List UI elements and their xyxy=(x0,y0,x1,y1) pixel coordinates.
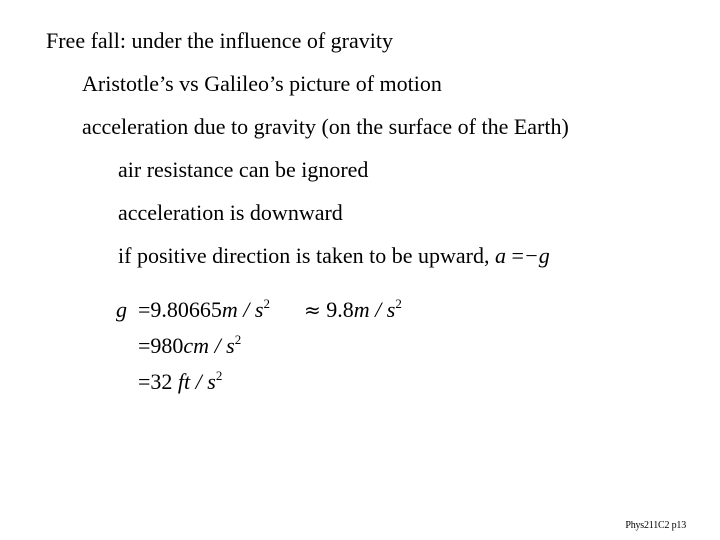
eq-unit-3: ft / s xyxy=(177,369,216,394)
accel-equals: = xyxy=(511,243,524,268)
equation-row-1 xyxy=(116,292,402,328)
eq-approx-unit: m / s xyxy=(353,297,396,322)
subbullet-air-resistance: air resistance can be ignored xyxy=(118,157,369,182)
equation-row-3 xyxy=(116,364,270,400)
eq-value-2: 980 xyxy=(150,333,184,358)
eq-unit-1: m / s xyxy=(221,297,264,322)
eq-exp-3: 2 xyxy=(215,368,223,383)
bullet-acceleration-gravity: acceleration due to gravity (on the surface of the Earth) xyxy=(82,114,569,139)
eq-approx-exp: 2 xyxy=(395,296,402,311)
positive-direction-text: if positive direction is taken to be upward, xyxy=(118,243,490,268)
accel-var-a: a xyxy=(494,243,506,268)
subbullet-positive-direction xyxy=(118,243,550,269)
eq-value-1: 9.80665 xyxy=(150,297,222,322)
accel-minus-g: −g xyxy=(523,243,550,268)
eq-exp-2: 2 xyxy=(234,332,242,347)
approx-symbol: ≈ xyxy=(304,298,321,322)
eq-equals-2: = xyxy=(138,333,151,358)
bullet-aristotle-galileo: Aristotle’s vs Galileo’s picture of motion xyxy=(82,71,442,96)
eq-approx-group xyxy=(304,292,402,328)
equation-row-2 xyxy=(116,328,270,364)
eq-unit-2: cm / s xyxy=(183,333,235,358)
gravity-equations xyxy=(116,292,402,400)
accel-equation xyxy=(495,243,550,268)
eq-exp-1: 2 xyxy=(263,296,270,311)
eq-value-3: 32 xyxy=(150,369,173,394)
eq-approx-value: 9.8 xyxy=(326,297,354,322)
slide-footer: Phys211C2 p13 xyxy=(625,520,686,531)
slide-title: Free fall: under the influence of gravity xyxy=(46,28,393,53)
eq-lhs-g: g xyxy=(116,297,127,322)
eq-equals-1: = xyxy=(138,297,151,322)
subbullet-acceleration-downward: acceleration is downward xyxy=(118,200,343,225)
eq-equals-3: = xyxy=(138,369,151,394)
